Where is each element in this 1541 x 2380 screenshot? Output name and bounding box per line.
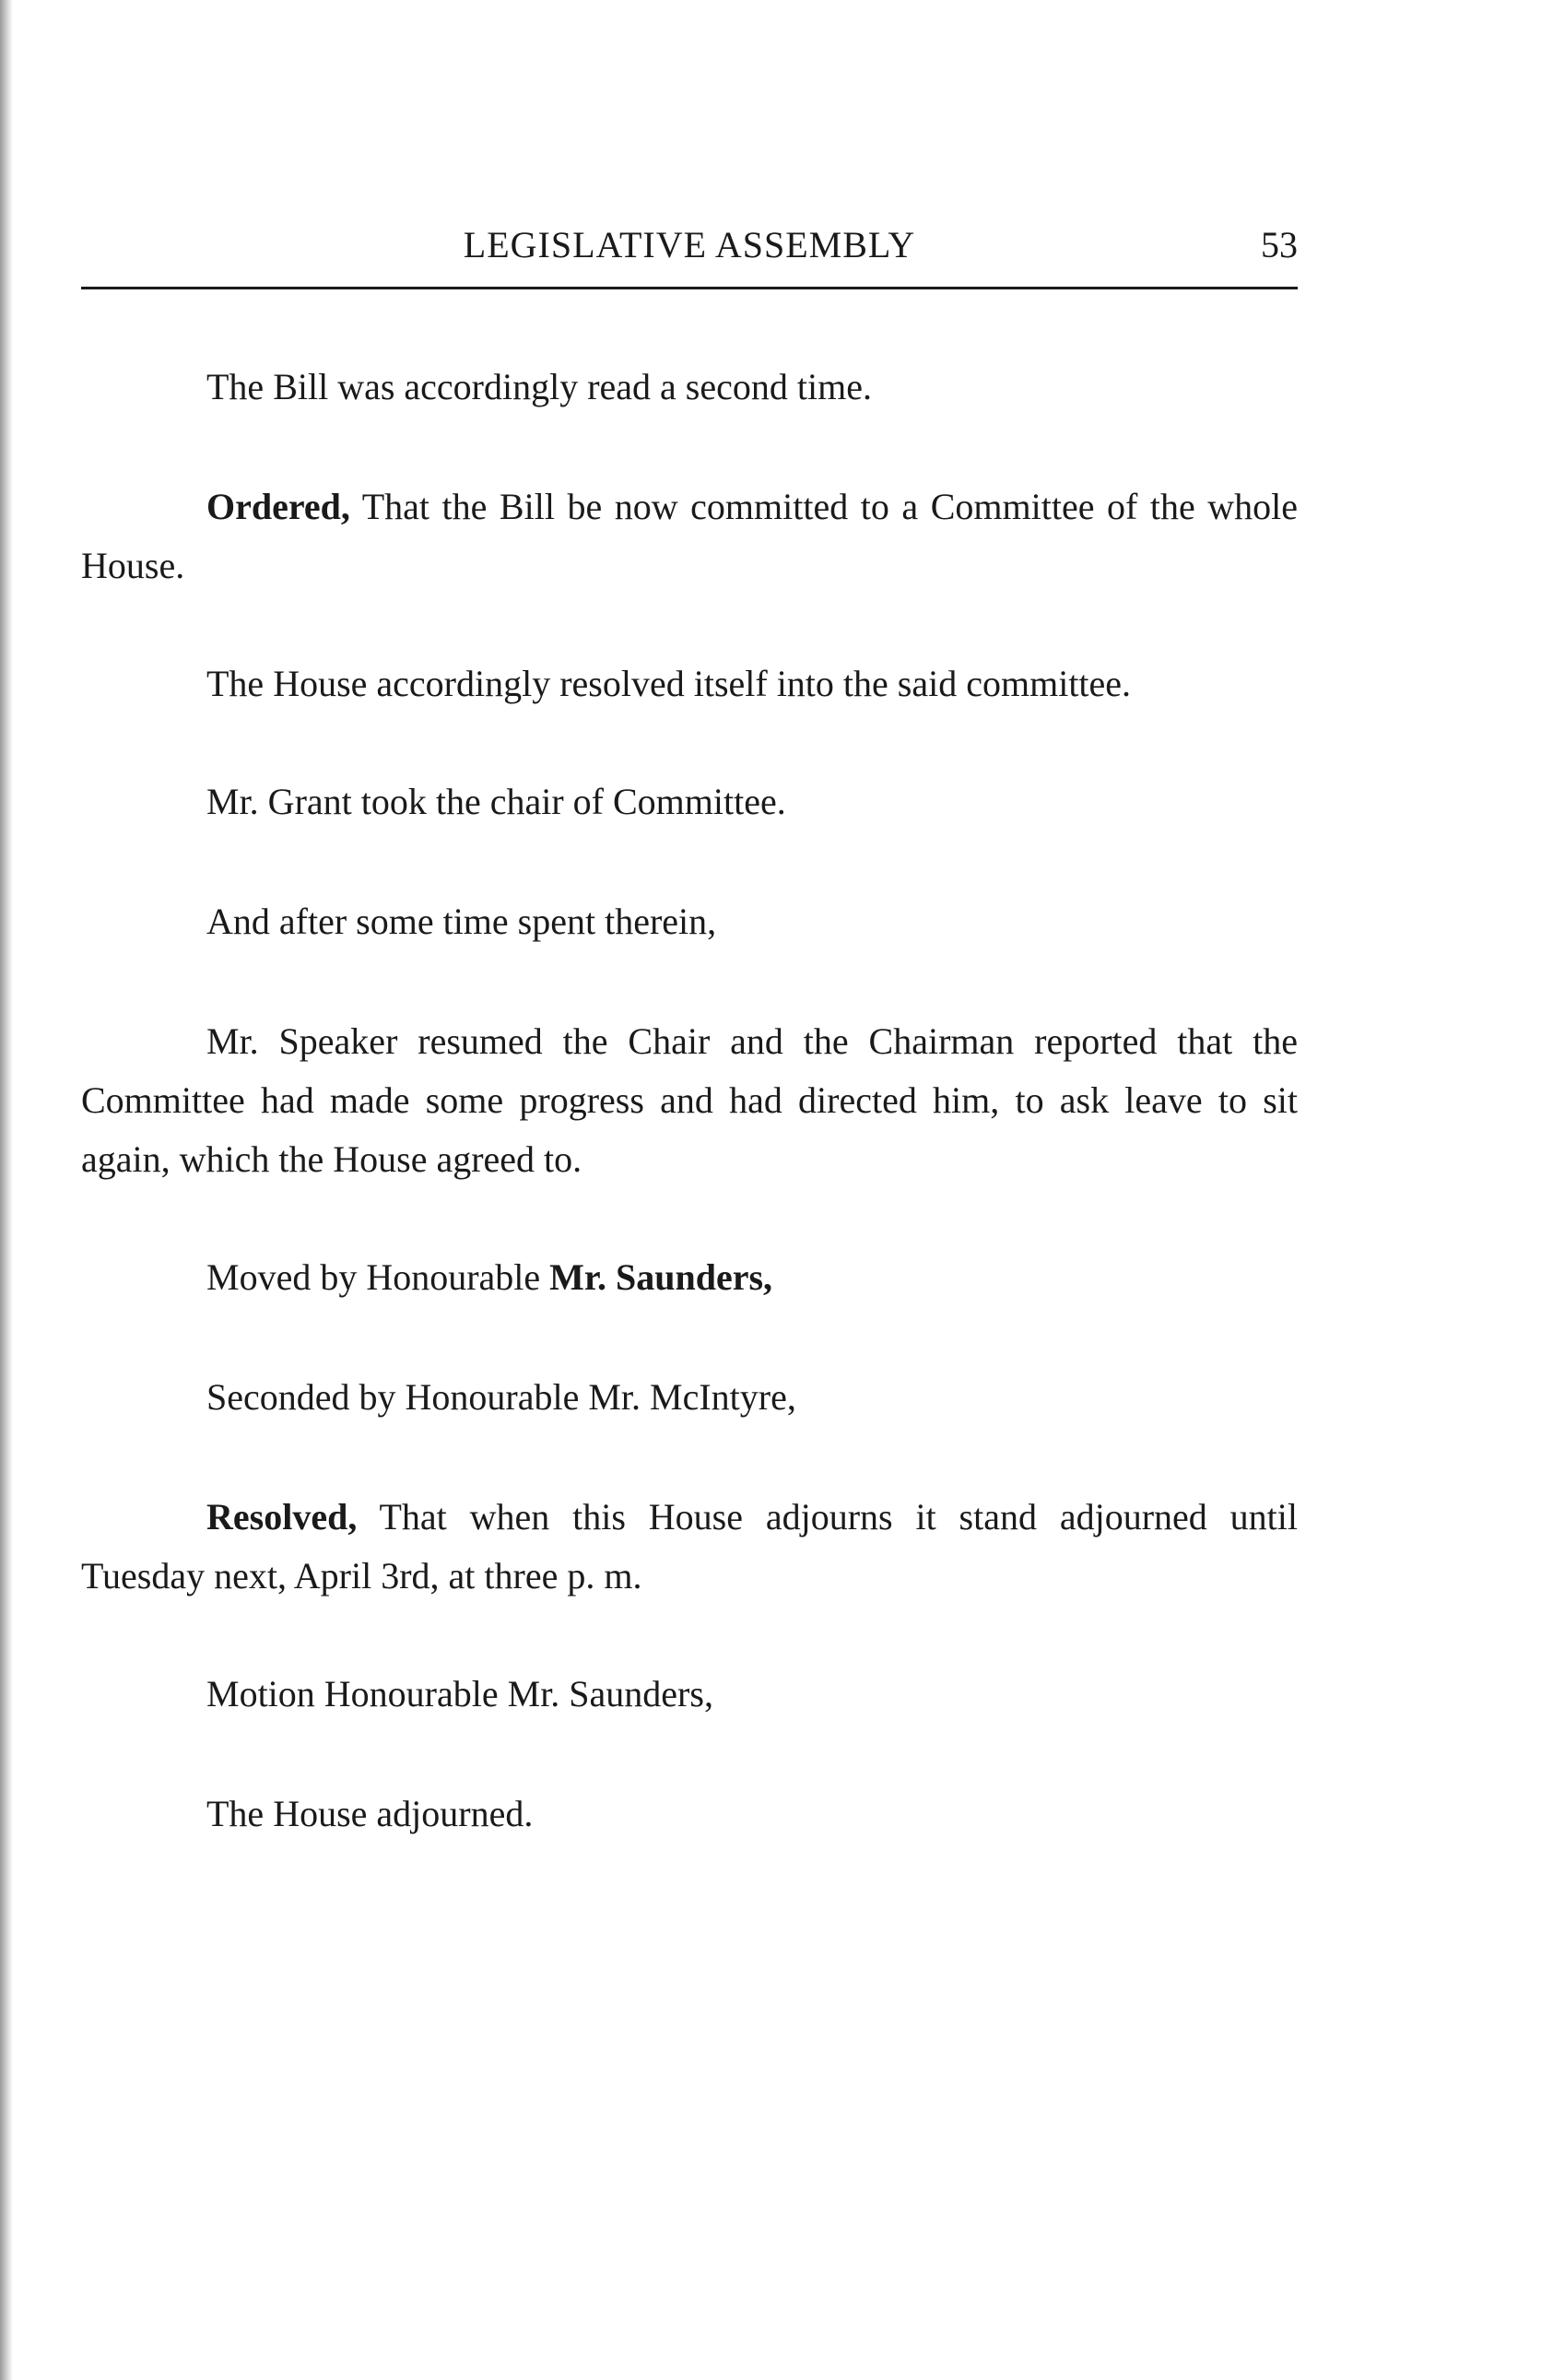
header-rule <box>81 287 1298 289</box>
paragraph-ordered <box>81 477 1298 595</box>
paragraph-time-spent: And after some time spent therein, <box>206 901 717 942</box>
paragraph-resolved <box>81 1488 1298 1606</box>
paragraph-motion: Motion Honourable Mr. Saunders, <box>206 1673 713 1714</box>
paragraph-adjourned: The House adjourned. <box>206 1793 534 1834</box>
paragraph-speaker-report: Mr. Speaker resumed the Chair and the Chairman reported that the Committee had made some progress and had directed him, to ask leave to sit again, which the House agreed to. <box>81 1020 1298 1180</box>
page-body <box>81 358 1298 1904</box>
paragraph-second-reading: The Bill was accordingly read a second time. <box>206 366 872 407</box>
running-head: LEGISLATIVE ASSEMBLY <box>463 224 916 265</box>
page-header <box>81 218 1298 273</box>
paragraph-moved-by <box>81 1248 1298 1307</box>
moved-by-member: Mr. Saunders, <box>549 1256 773 1298</box>
resolved-keyword: Resolved, <box>206 1496 358 1538</box>
page-number: 53 <box>1261 224 1298 265</box>
moved-by-text: Moved by Honourable <box>206 1256 550 1298</box>
paragraph-seconded-by: Seconded by Honourable Mr. McIntyre, <box>206 1376 796 1418</box>
ordered-text: That the Bill be now committed to a Committee of the whole House. <box>81 486 1298 586</box>
paragraph-chair: Mr. Grant took the chair of Committee. <box>206 781 786 822</box>
paragraph-committee: The House accordingly resolved itself into the said committee. <box>206 663 1132 704</box>
resolved-text: That when this House adjourns it stand adjourned until Tuesday next, April 3rd, at three p. m. <box>81 1496 1298 1596</box>
page-edge-shadow <box>0 0 13 2380</box>
ordered-keyword: Ordered, <box>206 486 350 527</box>
